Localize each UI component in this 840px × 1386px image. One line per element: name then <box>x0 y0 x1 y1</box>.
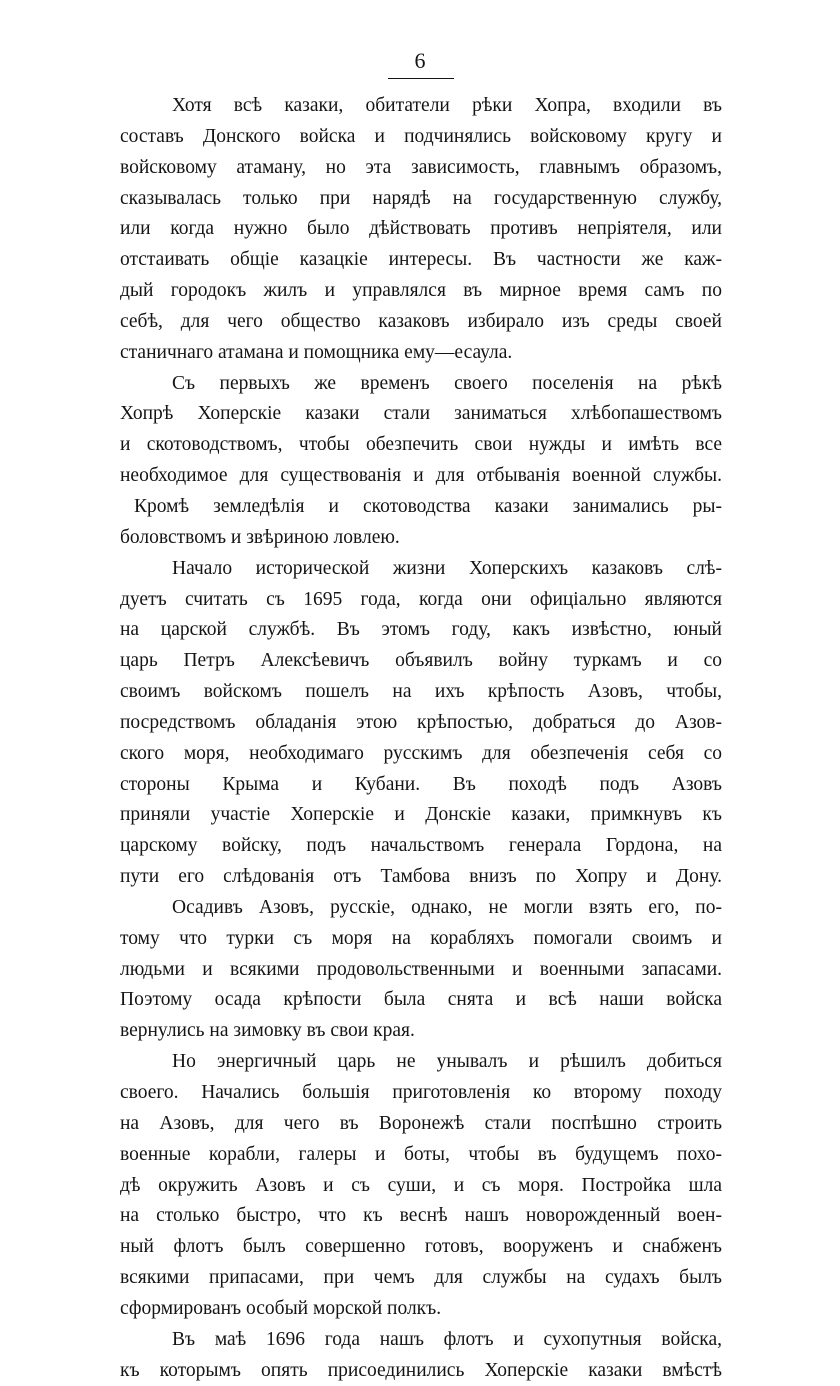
text-line: Но энергичный царь не унывалъ и рѣшилъ добиться <box>172 1051 722 1073</box>
text-line: сказывалась только при нарядѣ на государственную службу, <box>120 187 722 209</box>
text-line: на царской службѣ. Въ этомъ году, какъ извѣстно, юный <box>120 619 722 641</box>
text-line: царскому войску, подъ начальствомъ генерала Гордона, на <box>120 835 722 857</box>
text-line: вернулись на зимовку въ свои края. <box>120 1020 415 1042</box>
text-line: или когда нужно было дѣйствовать противъ непріятеля, или <box>120 218 722 240</box>
text-line: боловствомъ и звѣриною ловлею. <box>120 526 400 548</box>
text-line: къ которымъ опять присоединились Хоперскіе казаки вмѣстѣ <box>120 1359 722 1381</box>
text-line: своего. Начались большія приготовленія ко второму походу <box>120 1082 722 1103</box>
text-line: составъ Донского войска и подчинялись войсковому кругу и <box>120 125 722 147</box>
text-line: Съ первыхъ же временъ своего поселенія на рѣкѣ <box>172 372 722 394</box>
text-line: стороны Крыма и Кубани. Въ походѣ подъ Азовъ <box>120 773 722 795</box>
text-line: сформированъ особый морской полкъ. <box>120 1297 442 1319</box>
text-line: отстаивать общіе казацкіе интересы. Въ частности же каж- <box>120 249 722 271</box>
page-number-rule <box>388 78 454 79</box>
text-line: дѣ окружить Азовъ и съ суши, и съ моря. Постройка шла <box>120 1174 722 1196</box>
text-line: тому что турки съ моря на корабляхъ помогали своимъ и <box>120 927 722 949</box>
text-line: станичнаго атамана и помощника ему—есаула. <box>120 341 513 363</box>
text-line: дый городокъ жилъ и управлялся въ мирное время самъ по <box>120 280 722 302</box>
text-line: дуетъ считать съ 1695 года, когда они офиціально являются <box>120 588 722 610</box>
text-line: себѣ, для чего общество казаковъ избирало изъ среды своей <box>120 310 722 332</box>
text-line: на столько быстро, что къ веснѣ нашъ новорожденный воен- <box>120 1205 722 1227</box>
text-line: необходимое для существованія и для отбыванія военной службы. <box>120 465 722 487</box>
text-line: всякими припасами, при чемъ для службы на судахъ былъ <box>120 1267 722 1289</box>
text-line: царь Петръ Алексѣевичъ объявилъ войну туркамъ и со <box>120 650 722 672</box>
text-line: приняли участіе Хоперскіе и Донскіе казаки, примкнувъ къ <box>120 804 722 826</box>
text-line: людьми и всякими продовольственными и военными запасами. <box>120 958 722 980</box>
text-line: и скотоводствомъ, чтобы обезпечить свои нужды и имѣть все <box>120 434 722 456</box>
text-line: пути его слѣдованія отъ Тамбова внизъ по Хопру и Дону. <box>120 866 722 888</box>
text-line: посредствомъ обладанія этою крѣпостью, добраться до Азов- <box>120 711 722 733</box>
text-line: Осадивъ Азовъ, русскіе, однако, не могли взять его, по- <box>172 896 722 918</box>
text-line: военные корабли, галеры и боты, чтобы въ будущемъ похо- <box>120 1143 722 1165</box>
text-line: своимъ войскомъ пошелъ на ихъ крѣпость Азовъ, чтобы, <box>120 681 722 703</box>
text-line: Кромѣ земледѣлія и скотоводства казаки занимались ры- <box>134 495 722 517</box>
text-line: Поэтому осада крѣпости была снята и всѣ наши войска <box>120 989 722 1011</box>
text-line: Хотя всѣ казаки, обитатели рѣки Хопра, входили въ <box>172 95 722 116</box>
text-line: ный флотъ былъ совершенно готовъ, вооруженъ и снабженъ <box>120 1236 722 1258</box>
text-line: войсковому атаману, но эта зависимость, главнымъ образомъ, <box>120 156 722 178</box>
text-line: Въ маѣ 1696 года нашъ флотъ и сухопутныя войска, <box>172 1328 722 1350</box>
text-line: ского моря, необходимаго русскимъ для обезпеченія себя со <box>120 742 722 764</box>
text-line: Начало исторической жизни Хоперскихъ казаковъ слѣ- <box>172 557 722 579</box>
text-line: на Азовъ, для чего въ Воронежѣ стали поспѣшно строить <box>120 1112 722 1134</box>
text-line: Хопрѣ Хоперскіе казаки стали заниматься хлѣбопашествомъ <box>120 403 722 425</box>
page-number: 6 <box>414 48 426 73</box>
body-text <box>120 91 722 1386</box>
